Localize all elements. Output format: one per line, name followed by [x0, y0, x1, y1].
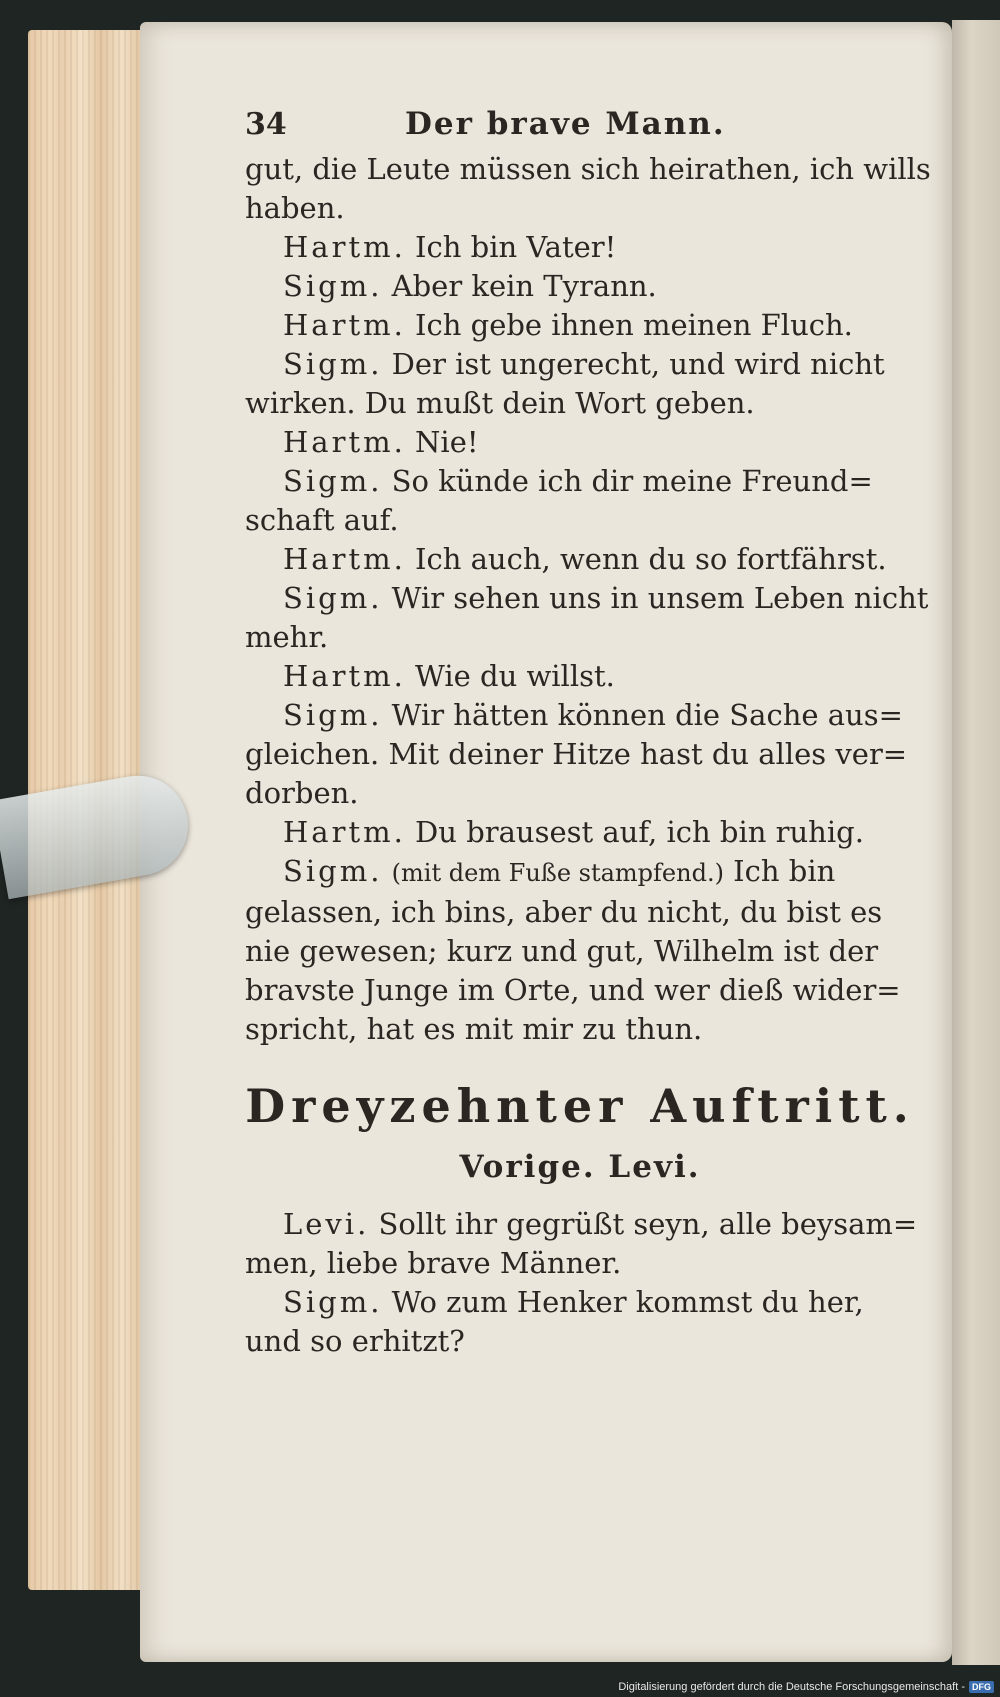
line-text: Ich bin	[733, 854, 836, 888]
speaker-name: Sigm.	[283, 698, 383, 732]
line-text: mehr.	[245, 620, 329, 654]
text-line	[245, 696, 915, 735]
text-line	[245, 462, 915, 501]
line-text: Wie du willst.	[415, 659, 615, 693]
line-text: men, liebe brave Männer.	[245, 1246, 622, 1280]
text-line	[245, 1205, 918, 1244]
line-text: Der ist ungerecht, und wird nicht	[391, 347, 885, 381]
text-line	[245, 150, 931, 189]
page-header	[245, 105, 915, 144]
line-text: gelassen, ich bins, aber du nicht, du bist es	[245, 895, 883, 929]
speaker-name: Hartm.	[283, 230, 406, 264]
text-line	[245, 1283, 915, 1322]
line-text: Ich auch, wenn du so fortfährst.	[415, 542, 887, 576]
speaker-name: Hartm.	[283, 815, 406, 849]
line-text: Wir sehen uns in unsem Leben nicht	[391, 581, 929, 615]
speaker-name: Hartm.	[283, 659, 406, 693]
line-text: nie gewesen; kurz und gut, Wilhelm ist der	[245, 934, 879, 968]
dialogue-block	[245, 150, 931, 1049]
line-text: Du brausest auf, ich bin ruhig.	[415, 815, 864, 849]
speaker-name: Hartm.	[283, 425, 406, 459]
line-text: schaft auf.	[245, 503, 399, 537]
stage-direction: (mit dem Fuße stampfend.)	[391, 859, 724, 887]
speaker-name: Sigm.	[283, 464, 383, 498]
text-line	[245, 774, 915, 813]
text-line	[245, 579, 929, 618]
text-line	[245, 657, 915, 696]
page-content	[245, 105, 931, 1361]
running-head: Der brave Mann.	[405, 106, 726, 142]
speaker-name: Sigm.	[283, 347, 383, 381]
digitization-credit	[618, 1681, 994, 1693]
speaker-name: Sigm.	[283, 854, 383, 888]
text-line	[245, 540, 915, 579]
text-line	[245, 932, 915, 971]
line-text: Ich bin Vater!	[415, 230, 617, 264]
line-text: Nie!	[415, 425, 479, 459]
speaker-name: Sigm.	[283, 269, 383, 303]
text-line	[245, 735, 915, 774]
text-line	[245, 345, 915, 384]
text-line	[245, 228, 915, 267]
line-text: bravste Junge im Orte, und wer dieß wider=	[245, 973, 901, 1007]
speaker-name: Sigm.	[283, 581, 383, 615]
text-line	[245, 893, 915, 932]
line-text: haben.	[245, 191, 345, 225]
line-text: Sollt ihr gegrüßt seyn, alle beysam=	[378, 1207, 918, 1241]
text-line	[245, 1010, 915, 1049]
text-line	[245, 267, 915, 306]
scene-title: Dreyzehnter Auftritt.	[245, 1079, 915, 1133]
line-text: Aber kein Tyrann.	[391, 269, 657, 303]
credit-text: Digitalisierung gefördert durch die Deutsche Forschungsgemeinschaft -	[618, 1681, 965, 1693]
line-text: Ich gebe ihnen meinen Fluch.	[415, 308, 853, 342]
text-line	[245, 618, 915, 657]
line-text: gut, die Leute müssen sich heirathen, ich wills	[245, 152, 931, 186]
line-text: und so erhitzt?	[245, 1324, 465, 1358]
speaker-name: Hartm.	[283, 542, 406, 576]
text-line	[245, 423, 915, 462]
text-line	[245, 971, 915, 1010]
text-line	[245, 813, 915, 852]
line-text: Wo zum Henker kommst du her,	[391, 1285, 864, 1319]
line-text: Wir hätten können die Sache aus=	[391, 698, 903, 732]
line-text: So künde ich dir meine Freund=	[391, 464, 873, 498]
text-line	[245, 384, 915, 423]
text-line	[245, 1244, 915, 1283]
scene-characters: Vorige. Levi.	[459, 1149, 701, 1185]
line-text: wirken. Du mußt dein Wort geben.	[245, 386, 755, 420]
line-text: gleichen. Mit deiner Hitze hast du alles ver=	[245, 737, 908, 771]
line-text: spricht, hat es mit mir zu thun.	[245, 1012, 703, 1046]
line-text: dorben.	[245, 776, 359, 810]
text-line	[245, 852, 915, 893]
page-number: 34	[245, 107, 287, 142]
next-page-edge	[952, 20, 1000, 1665]
text-line	[245, 306, 915, 345]
dfg-logo-icon: DFG	[969, 1681, 994, 1693]
speaker-name: Hartm.	[283, 308, 406, 342]
text-line	[245, 501, 915, 540]
speaker-name: Sigm.	[283, 1285, 383, 1319]
text-line	[245, 189, 915, 228]
scene-dialogue-block	[245, 1205, 918, 1361]
speaker-name: Levi.	[283, 1207, 370, 1241]
text-line	[245, 1322, 915, 1361]
